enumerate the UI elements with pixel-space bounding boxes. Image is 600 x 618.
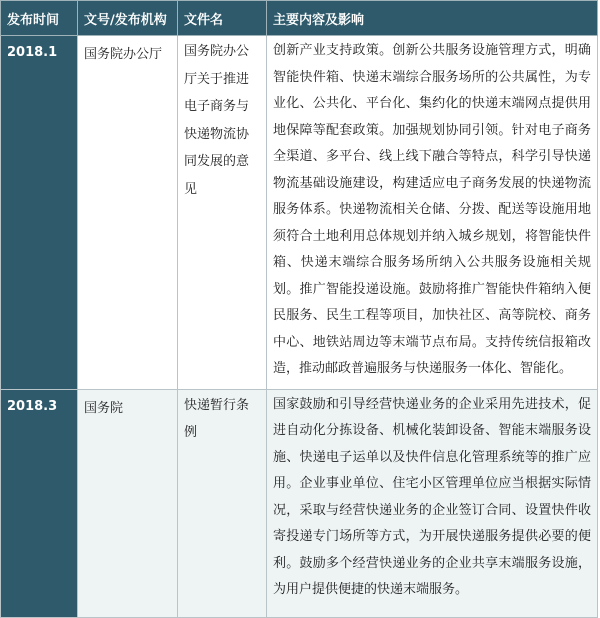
row-date: 2018.3 bbox=[1, 389, 78, 617]
header-row bbox=[1, 1, 598, 36]
header-date: 发布时间 bbox=[1, 1, 78, 36]
row-date: 2018.1 bbox=[1, 36, 78, 390]
header-content: 主要内容及影响 bbox=[267, 1, 598, 36]
row-issuer: 国务院 bbox=[78, 389, 178, 617]
header-issuer: 文号/发布机构 bbox=[78, 1, 178, 36]
row-content: 国家鼓励和引导经营快递业务的企业采用先进技术，促进自动化分拣设备、机械化装卸设备、智能末端服务设施、快递电子运单以及快件信息化管理系统等的推广应用。企业事业单位、住宅小区管理单位应当根据实际情况，采取与经营快递业务的企业签订合同、设置快件收寄投递专门场所等方式，为开展快递服务提供必要的便利。鼓励多个经营快递业务的企业共享末端服务设施，为用户提供便捷的快递末端服务。 bbox=[267, 389, 598, 617]
table-row bbox=[1, 36, 598, 390]
header-title: 文件名 bbox=[178, 1, 267, 36]
table-row bbox=[1, 389, 598, 617]
row-title: 国务院办公厅关于推进电子商务与快递物流协同发展的意见 bbox=[178, 36, 267, 390]
row-title: 快递暂行条例 bbox=[178, 389, 267, 617]
row-issuer: 国务院办公厅 bbox=[78, 36, 178, 390]
table-body bbox=[1, 36, 598, 618]
row-content: 创新产业支持政策。创新公共服务设施管理方式，明确智能快件箱、快递末端综合服务场所的公共属性，为专业化、公共化、平台化、集约化的快递末端网点提供用地保障等配套政策。加强规划协同引领。针对电子商务全渠道、多平台、线上线下融合等特点，科学引导快递物流基础设施建设，构建适应电子商务发展的快递物流服务体系。快递物流相关仓储、分拨、配送等设施用地须符合土地利用总体规划并纳入城乡规划，将智能快件箱、快递末端综合服务场所纳入公共服务设施相关规划。推广智能投递设施。鼓励将推广智能快件箱纳入便民服务、民生工程等项目，加快社区、高等院校、商务中心、地铁站周边等末端节点布局。支持传统信报箱改造，推动邮政普遍服务与快递服务一体化、智能化。 bbox=[267, 36, 598, 390]
table-header bbox=[1, 1, 598, 36]
